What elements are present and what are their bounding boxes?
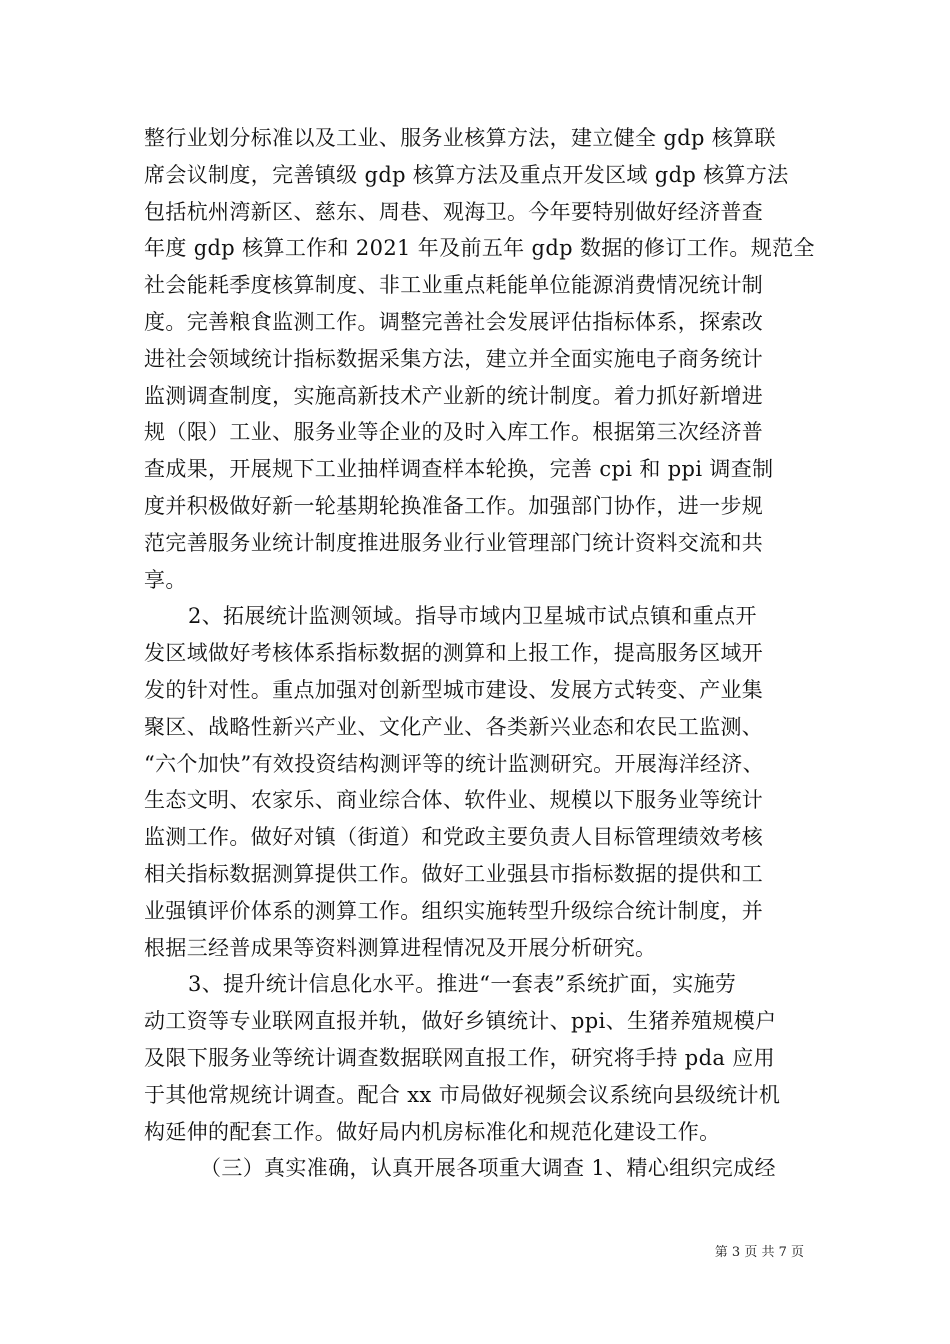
text-line: 进社会领域统计指标数据采集方法，建立并全面实施电子商务统计 xyxy=(144,346,764,371)
text-line: 发的针对性。重点加强对创新型城市建设、发展方式转变、产业集 xyxy=(144,677,764,702)
text-line: 发区域做好考核体系指标数据的测算和上报工作，提高服务区域开 xyxy=(144,641,764,666)
text-line: 整行业划分标准以及工业、服务业核算方法，建立健全 gdp 核算联 xyxy=(144,126,776,150)
text-line: 年度 gdp 核算工作和 2021 年及前五年 gdp 数据的修订工作。规范全 xyxy=(144,236,815,261)
text-line: 动工资等专业联网直报并轨，做好乡镇统计、ppi、生猪养殖规模户 xyxy=(144,1009,777,1034)
text-line: 度并积极做好新一轮基期轮换准备工作。加强部门协作，进一步规 xyxy=(144,493,764,518)
text-line: 于其他常规统计调查。配合 xx 市局做好视频会议系统向县级统计机 xyxy=(144,1082,781,1107)
text-line: 查成果，开展规下工业抽样调查样本轮换，完善 cpi 和 ppi 调查制 xyxy=(144,457,774,482)
text-line: 范完善服务业统计制度推进服务业行业管理部门统计资料交流和共 xyxy=(144,530,764,555)
text-line: 构延伸的配套工作。做好局内机房标准化和规范化建设工作。 xyxy=(144,1119,721,1144)
text-line: 相关指标数据测算提供工作。做好工业强县市指标数据的提供和工 xyxy=(144,861,764,886)
text-line: 度。完善粮食监测工作。调整完善社会发展评估指标体系，探索改 xyxy=(144,309,764,334)
text-line: 生态文明、农家乐、商业综合体、软件业、规模以下服务业等统计 xyxy=(144,788,764,813)
text-line: 席会议制度，完善镇级 gdp 核算方法及重点开发区域 gdp 核算方法 xyxy=(144,162,789,187)
text-line: 享。 xyxy=(144,567,187,592)
text-line: 社会能耗季度核算制度、非工业重点耗能单位能源消费情况统计制 xyxy=(144,273,764,298)
text-line: 包括杭州湾新区、慈东、周巷、观海卫。今年要特别做好经济普查 xyxy=(144,199,764,224)
text-line: 根据三经普成果等资料测算进程情况及开展分析研究。 xyxy=(144,935,657,960)
document-body xyxy=(144,120,814,1187)
text-line: 规（限）工业、服务业等企业的及时入库工作。根据第三次经济普 xyxy=(144,420,764,445)
text-line: 监测工作。做好对镇（街道）和党政主要负责人目标管理绩效考核 xyxy=(144,825,764,850)
paragraph-heading-line: 2、拓展统计监测领域。指导市域内卫星城市试点镇和重点开 xyxy=(188,604,757,629)
text-line: 聚区、战略性新兴产业、文化产业、各类新兴业态和农民工监测、 xyxy=(144,714,764,739)
paragraph-heading-line: 3、提升统计信息化水平。推进“一套表”系统扩面，实施劳 xyxy=(188,972,737,997)
section-heading-line: （三）真实准确，认真开展各项重大调查 1、精心组织完成经 xyxy=(200,1156,776,1181)
text-line: “六个加快”有效投资结构测评等的统计监测研究。开展海洋经济、 xyxy=(144,751,764,776)
text-line: 监测调查制度，实施高新技术产业新的统计制度。着力抓好新增进 xyxy=(144,383,764,408)
text-line: 及限下服务业等统计调查数据联网直报工作，研究将手持 pda 应用 xyxy=(144,1045,775,1070)
text-line: 业强镇评价体系的测算工作。组织实施转型升级综合统计制度，并 xyxy=(144,898,764,923)
page-number: 第 3 页 共 7 页 xyxy=(714,1245,804,1260)
